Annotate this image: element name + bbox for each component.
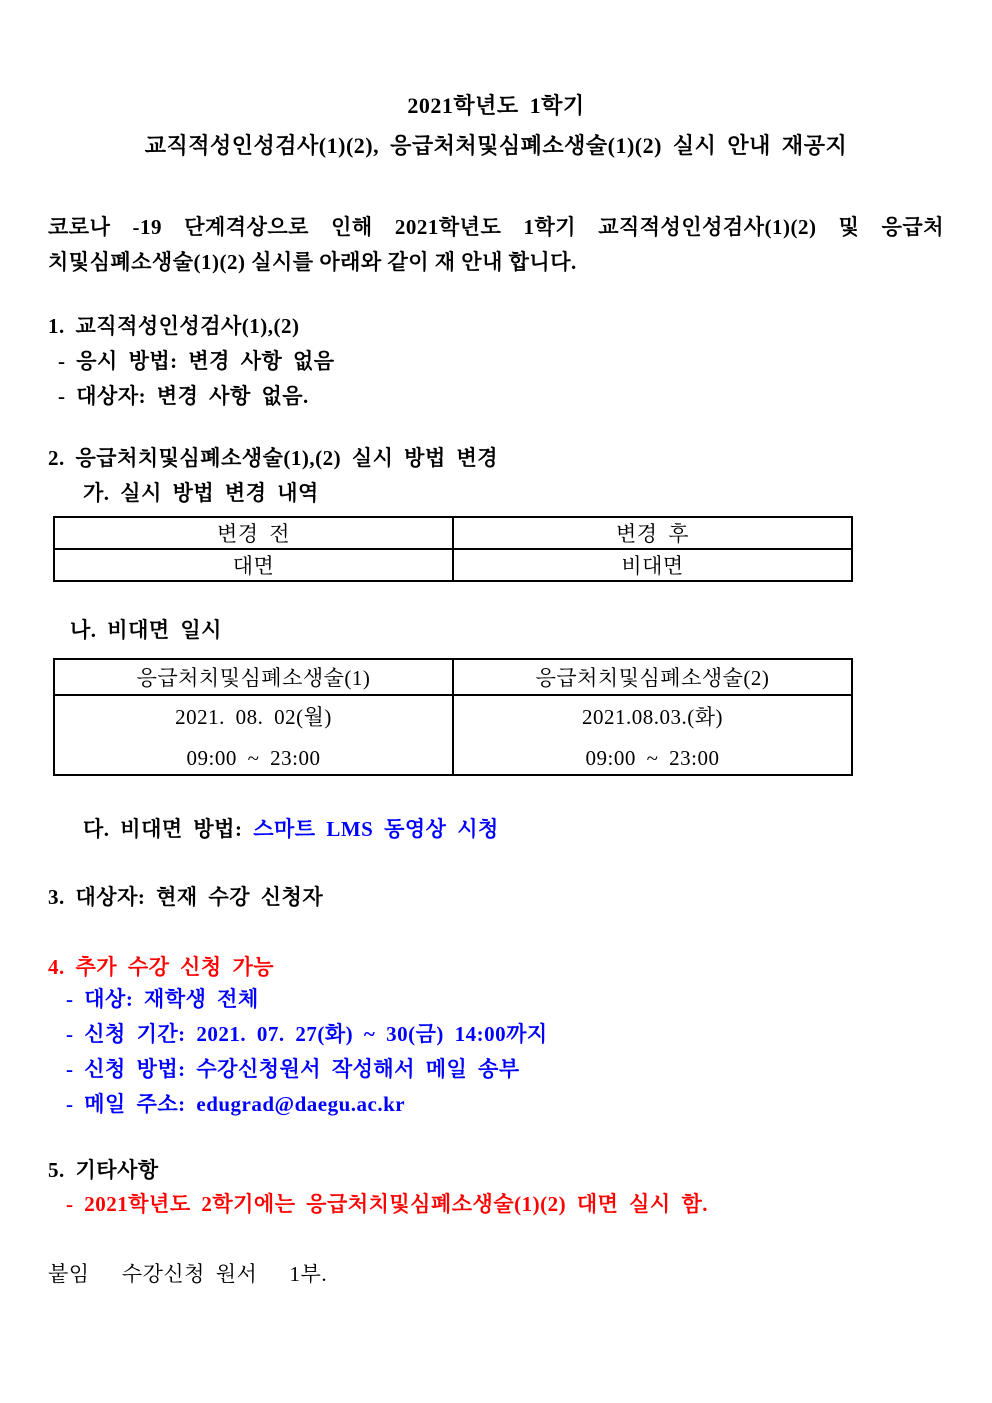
section-5-heading: 5. 기타사항 bbox=[48, 1158, 159, 1182]
change-table-header-before: 변경 전 bbox=[54, 517, 453, 549]
table-row bbox=[54, 549, 852, 581]
document-title-line1: 2021학년도 1학기 bbox=[407, 93, 585, 118]
section-1-item-target: - 대상자: 변경 사항 없음. bbox=[58, 384, 309, 408]
change-method-table bbox=[53, 516, 853, 582]
section-4-item-email: - 메일 주소: edugrad@daegu.ac.kr bbox=[66, 1092, 406, 1116]
table-row bbox=[54, 695, 852, 775]
section-2-sub-c-label: 다. 비대면 방법: bbox=[83, 817, 254, 841]
intro-line2: 치및심폐소생술(1)(2) 실시를 아래와 같이 재 안내 합니다. bbox=[48, 250, 577, 274]
section-1-heading: 1. 교직적성인성검사(1),(2) bbox=[48, 314, 300, 338]
schedule-table-cell-course1 bbox=[54, 695, 453, 775]
section-4-heading: 4. 추가 수강 신청 가능 bbox=[48, 955, 275, 979]
table-header-row bbox=[54, 659, 852, 695]
section-2-sub-c bbox=[83, 816, 944, 842]
section-4-item-method: - 신청 방법: 수강신청원서 작성해서 메일 송부 bbox=[66, 1057, 520, 1081]
attachment-note: 붙임 수강신청 원서 1부. bbox=[48, 1262, 328, 1286]
schedule-table bbox=[53, 658, 853, 776]
schedule-table-header-course1: 응급처치및심폐소생술(1) bbox=[54, 659, 453, 695]
section-2-heading: 2. 응급처치및심폐소생술(1),(2) 실시 방법 변경 bbox=[48, 446, 499, 470]
intro-line1: 코로나 -19 단계격상으로 인해 2021학년도 1학기 교직적성인성검사(1)(2) 및 응급처 bbox=[48, 215, 944, 239]
section-2-sub-c-value: 스마트 LMS 동영상 시청 bbox=[253, 817, 499, 841]
section-2-sub-a: 가. 실시 방법 변경 내역 bbox=[83, 481, 319, 505]
schedule-date-course1: 2021. 08. 02(월) bbox=[175, 705, 332, 729]
document-title-line2: 교직적성인성검사(1)(2), 응급처처및심폐소생술(1)(2) 실시 안내 재공지 bbox=[144, 133, 848, 158]
intro-paragraph bbox=[48, 210, 944, 280]
schedule-table-cell-course2 bbox=[453, 695, 852, 775]
schedule-time-course2: 09:00 ~ 23:00 bbox=[585, 746, 720, 770]
change-table-header-after: 변경 후 bbox=[453, 517, 852, 549]
section-3-heading: 3. 대상자: 현재 수강 신청자 bbox=[48, 885, 324, 909]
schedule-time-course1: 09:00 ~ 23:00 bbox=[186, 746, 321, 770]
schedule-date-course2: 2021.08.03.(화) bbox=[581, 705, 724, 729]
change-table-cell-after: 비대면 bbox=[453, 549, 852, 581]
section-4-item-period: - 신청 기간: 2021. 07. 27(화) ~ 30(금) 14:00까지 bbox=[66, 1022, 548, 1046]
section-5-item-notice: - 2021학년도 2학기에는 응급처치및심폐소생술(1)(2) 대면 실시 함. bbox=[66, 1192, 709, 1216]
table-header-row bbox=[54, 517, 852, 549]
change-table-cell-before: 대면 bbox=[54, 549, 453, 581]
section-2-sub-b: 나. 비대면 일시 bbox=[70, 618, 222, 642]
section-4-item-target: - 대상: 재학생 전체 bbox=[66, 987, 259, 1011]
section-1-item-method: - 응시 방법: 변경 사항 없음 bbox=[58, 349, 335, 373]
schedule-table-header-course2: 응급처치및심폐소생술(2) bbox=[453, 659, 852, 695]
